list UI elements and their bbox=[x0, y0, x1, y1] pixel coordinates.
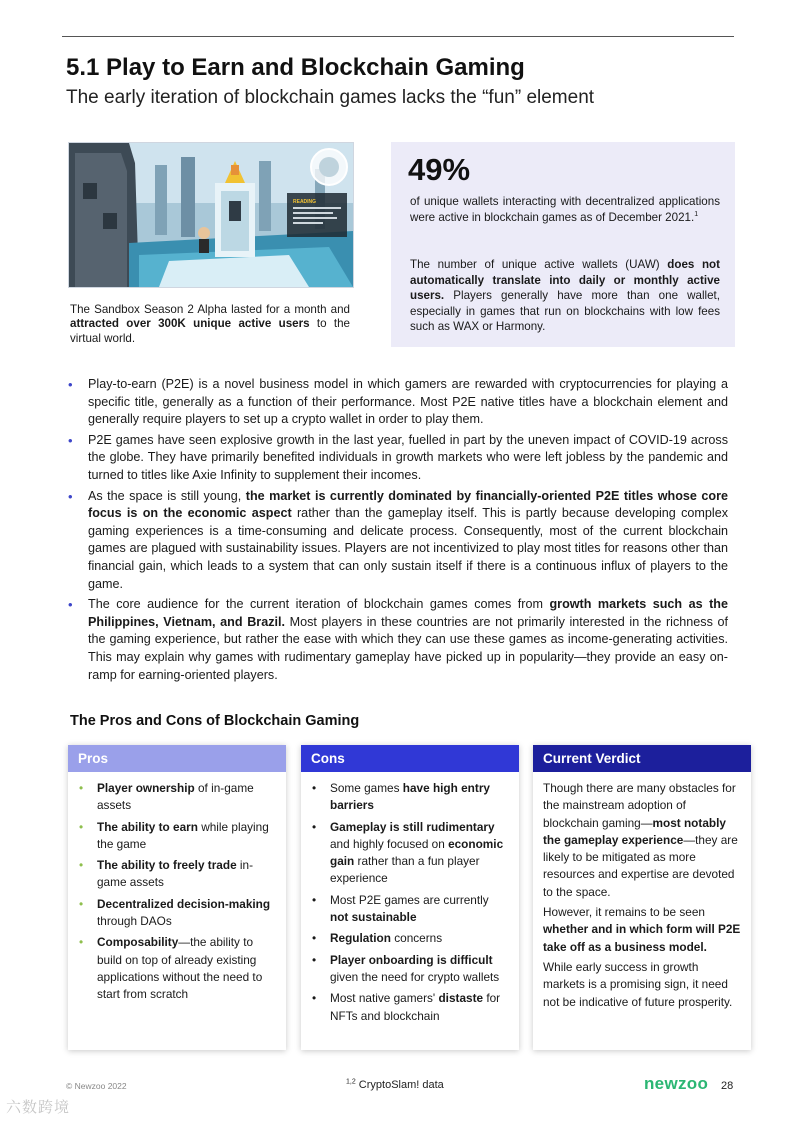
bullet-marker: • bbox=[68, 488, 73, 504]
verdict-body bbox=[533, 772, 751, 1011]
bullet-marker: • bbox=[68, 432, 73, 448]
pros-card bbox=[68, 745, 286, 1050]
verdict-paragraph: While early success in growth markets is a promising sign, it need not be indicative of future prosperity. bbox=[543, 959, 733, 1009]
source-note: $^{1,2}$ CryptoSlam! data bbox=[346, 1078, 444, 1091]
copyright: © Newzoo 2022 bbox=[66, 1081, 127, 1091]
verdict-paragraph: However, it remains to be seen whether and in which form will P2E take off as a business model. bbox=[543, 905, 741, 954]
stat-note: The number of unique active wallets (UAW) does not automatically translate into daily or monthly active users. Players generally have more than one wallet, especially in games that run on blockchains with low fees such as WAX or Harmony. bbox=[410, 258, 720, 334]
screenshot-caption: The Sandbox Season 2 Alpha lasted for a month and attracted over 300K unique active users to the virtual world. bbox=[70, 303, 350, 345]
cons-card bbox=[301, 745, 519, 1050]
cons-list bbox=[301, 772, 519, 1025]
sandbox-screenshot bbox=[68, 142, 354, 288]
pros-cons-heading: The Pros and Cons of Blockchain Gaming bbox=[70, 713, 360, 729]
list-item: • The ability to earn while playing the game bbox=[79, 819, 269, 851]
verdict-header: Current Verdict bbox=[533, 745, 751, 772]
verdict-paragraph: Though there are many obstacles for the mainstream adoption of blockchain gaming—most notably the gameplay experience—they are likely to be mitigated as more resources and expertise are devoted to the space. bbox=[543, 781, 738, 899]
list-item: • Composability—the ability to build on top of already existing applications without the need to start from scratch bbox=[79, 935, 263, 1002]
list-item: • Gameplay is still rudimentary and highly focused on economic gain rather than a fun player experience bbox=[312, 819, 504, 886]
list-item: • Player ownership of in-game assets bbox=[79, 781, 254, 813]
list-item: • Decentralized decision-making through DAOs bbox=[79, 896, 271, 929]
stat-number: 49% bbox=[408, 152, 471, 187]
bullet-marker: • bbox=[68, 377, 73, 392]
verdict-card bbox=[533, 745, 751, 1050]
list-item: • Some games have high entry barriers bbox=[312, 781, 490, 813]
hud-label: READING bbox=[293, 199, 317, 205]
page-title: 5.1 Play to Earn and Blockchain Gaming bbox=[66, 54, 525, 81]
list-item: • Regulation concerns bbox=[312, 931, 443, 946]
newzoo-logo: newzoo bbox=[644, 1074, 709, 1093]
bullet-item: • P2E games have seen explosive growth in the last year, fuelled in part by the uneven impact of COVID-19 across the globe. They have primarily benefited individuals in growth markets who were left jobless by the pandemic and turned to titles like Axie Infinity to supplement their incomes. bbox=[68, 432, 728, 482]
top-rule bbox=[62, 36, 734, 37]
body-bullets bbox=[68, 376, 728, 687]
list-item: • Most P2E games are currently not sustainable bbox=[312, 892, 489, 925]
bullet-item: • As the space is still young, the market is currently dominated by financially-oriented P2E titles whose core focus is on the economic aspect rather than the gameplay itself. This is partly because developing complex gaming experiences is a time-consuming and delicate process. Consequently, most of the current blockchain games are plagued with sustainability issues. Players are not incentivized to play most titles for reasons other than financial gain, which leads to a system that can only sustain itself if there is a continuous influx of players to the game. bbox=[68, 488, 729, 591]
cons-header: Cons bbox=[301, 745, 519, 772]
list-item: • The ability to freely trade in-game assets bbox=[79, 858, 254, 890]
page-number: 28 bbox=[721, 1080, 734, 1092]
bullet-item: • Play-to-earn (P2E) is a novel business model in which gamers are rewarded with cryptocurrencies for playing a specific title, generally as a function of their performance. Most P2E native titles have a blockchain element and generally require players to set up a crypto wallet in order to play them. bbox=[68, 377, 728, 427]
list-item: • Most native gamers' distaste for NFTs and blockchain bbox=[312, 991, 501, 1023]
page-subtitle: The early iteration of blockchain games lacks the “fun” element bbox=[66, 87, 595, 108]
pros-header: Pros bbox=[68, 745, 286, 772]
bullet-marker: • bbox=[68, 597, 73, 613]
stat-callout bbox=[391, 142, 735, 347]
bullet-item: • The core audience for the current iteration of blockchain games comes from growth markets such as the Philippines, Vietnam, and Brazil. Most players in these countries are not primarily interested in the richness of the gaming experience, but rather the ease with which they can use these games as income-generating activities. This may explain why games with rudimentary gameplay have picked up in popularity—they provide an easy on-ramp for earning-oriented players. bbox=[68, 597, 728, 682]
pros-list bbox=[68, 772, 286, 1004]
list-item: • Player onboarding is difficult given the need for crypto wallets bbox=[312, 952, 500, 984]
watermark: 六数跨境 bbox=[6, 1099, 71, 1116]
stat-description: of unique wallets interacting with decentralized applications were active in blockchain games as of December 2021.$^1$ bbox=[410, 195, 720, 224]
